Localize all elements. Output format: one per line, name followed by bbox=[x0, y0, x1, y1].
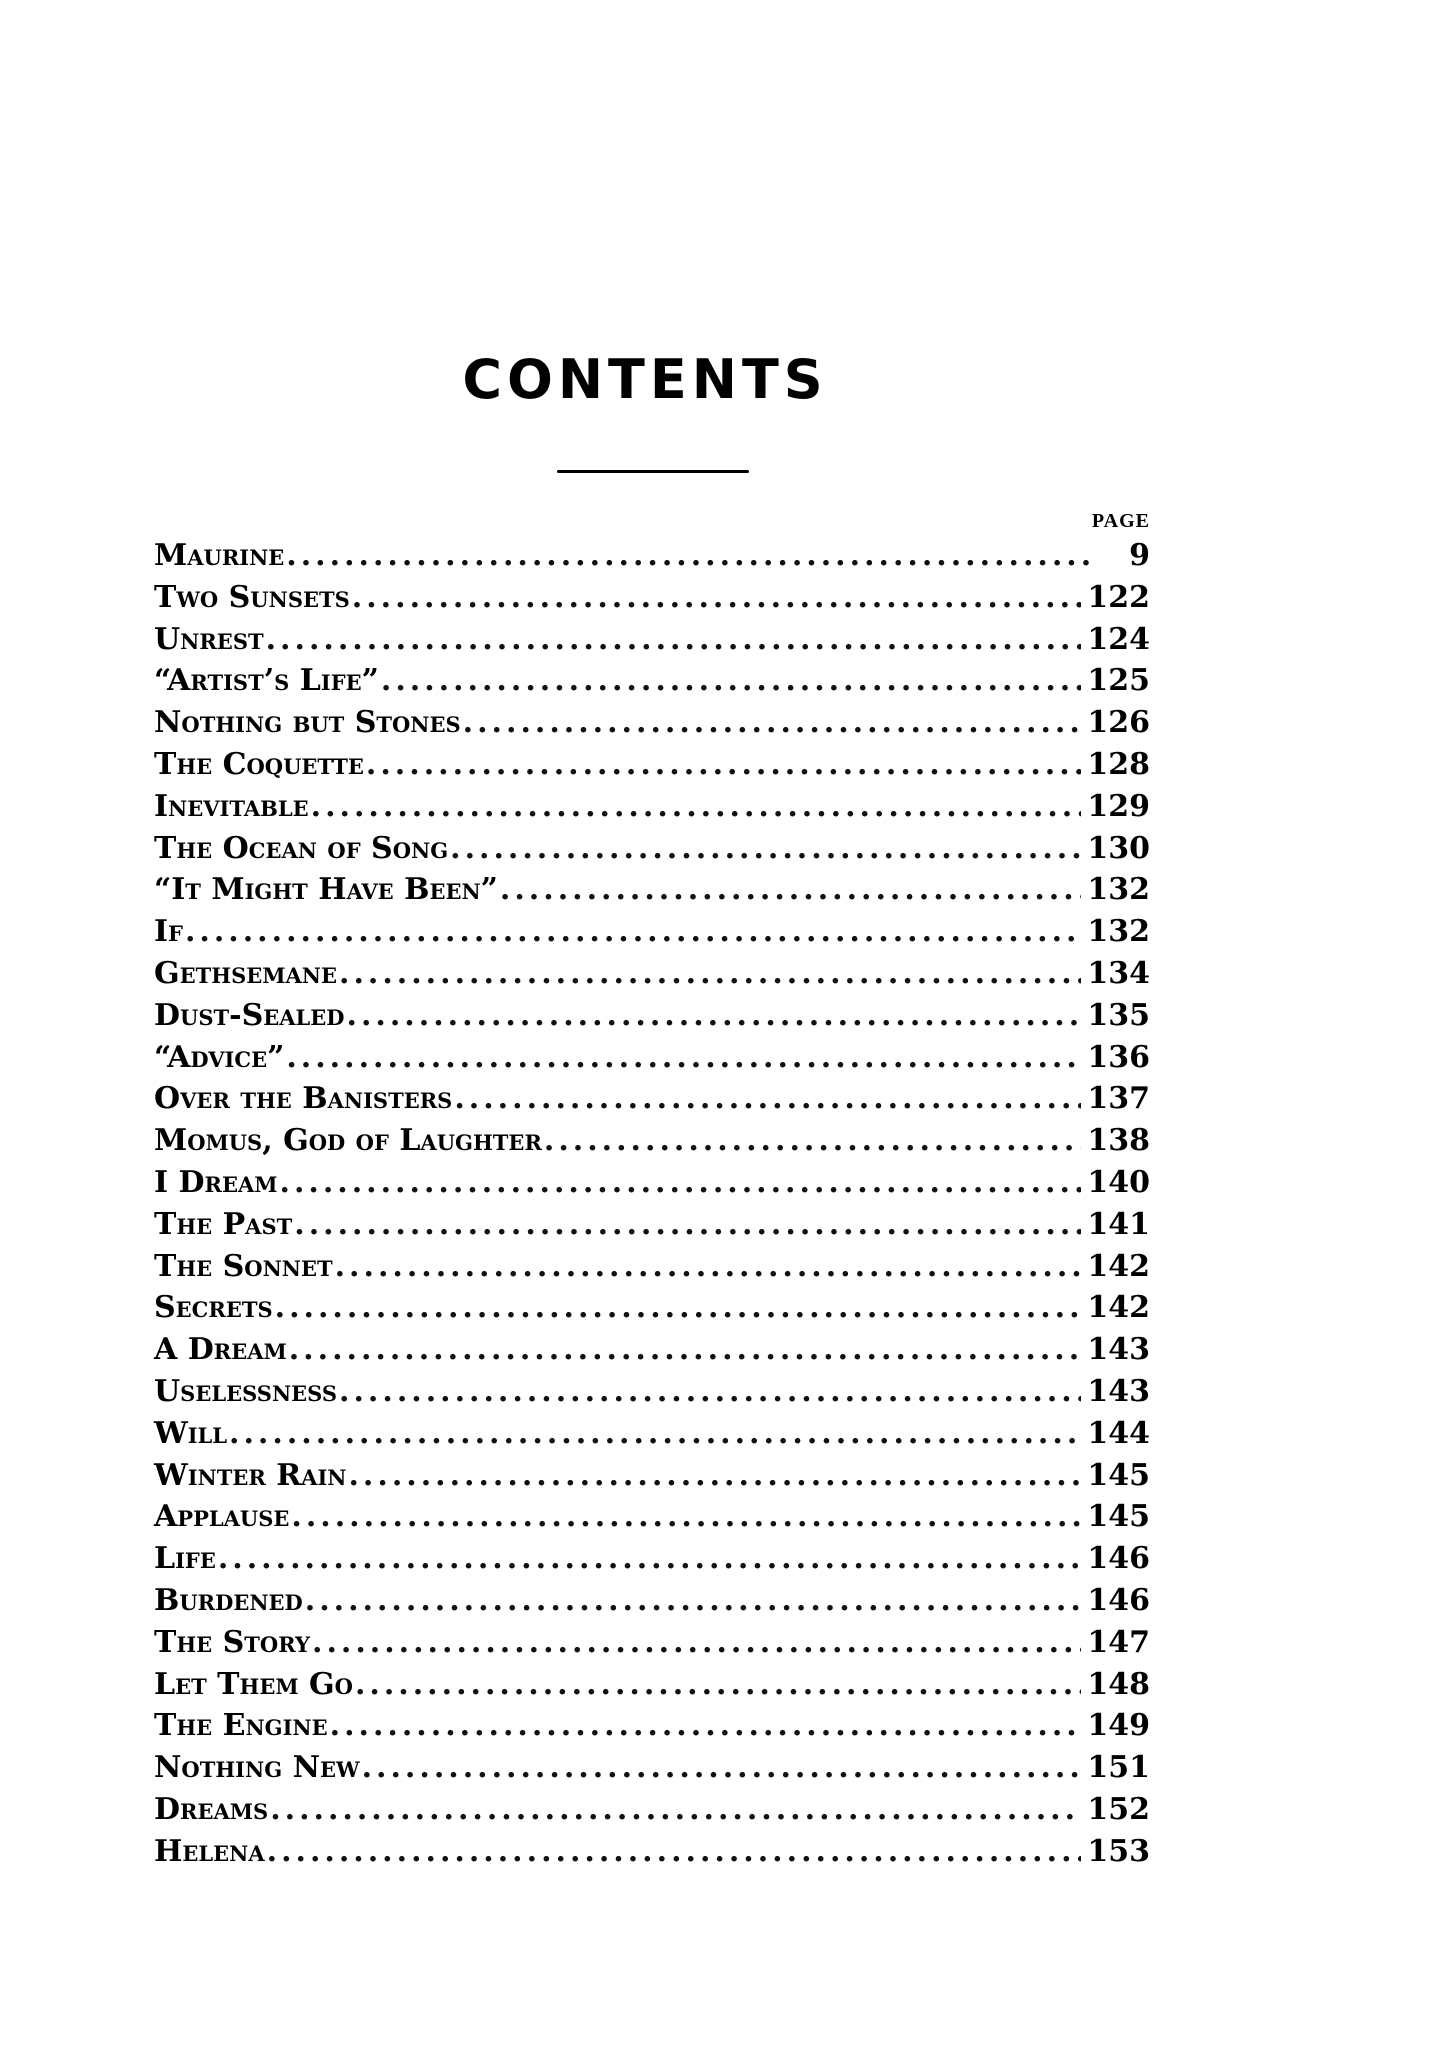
entry-title: Dreams bbox=[154, 1791, 269, 1827]
entry-title: “Advice” bbox=[154, 1039, 285, 1075]
dot-leader bbox=[311, 789, 1082, 824]
entry-page-number: 143 bbox=[1087, 1332, 1150, 1368]
entry-page-number: 145 bbox=[1087, 1457, 1150, 1493]
toc-entry bbox=[154, 1541, 1150, 1583]
entry-title: Burdened bbox=[154, 1582, 303, 1618]
dot-leader bbox=[275, 1290, 1082, 1325]
entry-page-number: 130 bbox=[1087, 830, 1150, 866]
dot-leader bbox=[267, 1834, 1082, 1869]
entry-page-number: 124 bbox=[1087, 621, 1150, 657]
entry-page-number: 132 bbox=[1087, 914, 1150, 950]
entry-title: Gethsemane bbox=[154, 955, 338, 991]
toc-entry bbox=[154, 1458, 1150, 1500]
entry-page-number: 143 bbox=[1087, 1373, 1150, 1409]
dot-leader bbox=[339, 956, 1081, 991]
dot-leader bbox=[347, 998, 1082, 1033]
toc-entry bbox=[154, 747, 1150, 789]
entry-page-number: 129 bbox=[1087, 788, 1150, 824]
entry-page-number: 136 bbox=[1087, 1039, 1150, 1075]
entry-title: Uselessness bbox=[154, 1373, 338, 1409]
toc-entry bbox=[154, 1165, 1150, 1207]
toc-entry bbox=[154, 580, 1150, 622]
page-column-label: PAGE bbox=[1091, 510, 1150, 532]
toc-entry bbox=[154, 1792, 1150, 1834]
toc-entry bbox=[154, 1583, 1150, 1625]
dot-leader bbox=[286, 1040, 1081, 1075]
entry-page-number: 142 bbox=[1087, 1248, 1150, 1284]
entry-page-number: 148 bbox=[1087, 1666, 1150, 1702]
dot-leader bbox=[305, 1583, 1082, 1618]
dot-leader bbox=[500, 872, 1081, 907]
toc-entry bbox=[154, 1207, 1150, 1249]
title-rule bbox=[557, 470, 749, 473]
entry-page-number: 147 bbox=[1087, 1624, 1150, 1660]
entry-page-number: 145 bbox=[1087, 1499, 1150, 1535]
entry-title: Over the Banisters bbox=[154, 1081, 453, 1117]
entry-page-number: 132 bbox=[1087, 872, 1150, 908]
dot-leader bbox=[450, 831, 1081, 866]
toc-entry bbox=[154, 1834, 1150, 1876]
entry-page-number: 153 bbox=[1087, 1833, 1150, 1869]
toc-entry bbox=[154, 1750, 1150, 1792]
entry-page-number: 151 bbox=[1087, 1750, 1150, 1786]
entry-page-number: 142 bbox=[1087, 1290, 1150, 1326]
entry-title: Two Sunsets bbox=[154, 579, 350, 615]
dot-leader bbox=[266, 622, 1082, 657]
entry-page-number: 149 bbox=[1087, 1708, 1150, 1744]
toc-entry bbox=[154, 1123, 1150, 1165]
toc-entry bbox=[154, 1374, 1150, 1416]
toc-entry bbox=[154, 914, 1150, 956]
entry-title: A Dream bbox=[154, 1332, 287, 1368]
entry-title: Inevitable bbox=[154, 788, 309, 824]
toc-entry bbox=[154, 1081, 1150, 1123]
dot-leader bbox=[463, 705, 1082, 740]
table-of-contents bbox=[154, 538, 1150, 1876]
entry-page-number: 126 bbox=[1087, 705, 1150, 741]
entry-page-number: 135 bbox=[1087, 997, 1150, 1033]
dot-leader bbox=[339, 1374, 1081, 1409]
toc-entry bbox=[154, 998, 1150, 1040]
toc-entry bbox=[154, 1249, 1150, 1291]
dot-leader bbox=[289, 1332, 1082, 1367]
entry-title: The Story bbox=[154, 1624, 310, 1660]
entry-page-number: 141 bbox=[1087, 1206, 1150, 1242]
entry-title: “Artist’s Life” bbox=[154, 663, 379, 699]
entry-page-number: 134 bbox=[1087, 955, 1150, 991]
dot-leader bbox=[286, 538, 1092, 573]
entry-title: Maurine bbox=[154, 538, 285, 573]
toc-entry bbox=[154, 956, 1150, 998]
toc-entry bbox=[154, 1416, 1150, 1458]
toc-entry bbox=[154, 538, 1150, 580]
toc-entry bbox=[154, 1625, 1150, 1667]
entry-page-number: 125 bbox=[1087, 663, 1150, 699]
toc-entry bbox=[154, 831, 1150, 873]
dot-leader bbox=[280, 1165, 1082, 1200]
entry-page-number: 137 bbox=[1087, 1081, 1150, 1117]
dot-leader bbox=[454, 1081, 1081, 1116]
entry-page-number: 152 bbox=[1087, 1791, 1150, 1827]
toc-entry bbox=[154, 1499, 1150, 1541]
dot-leader bbox=[348, 1458, 1081, 1493]
toc-entry bbox=[154, 622, 1150, 664]
entry-title: Winter Rain bbox=[154, 1457, 347, 1493]
dot-leader bbox=[312, 1625, 1081, 1660]
dot-leader bbox=[355, 1667, 1081, 1702]
entry-page-number: 144 bbox=[1087, 1415, 1150, 1451]
entry-page-number: 122 bbox=[1087, 579, 1150, 615]
entry-page-number: 128 bbox=[1087, 746, 1150, 782]
toc-entry bbox=[154, 1708, 1150, 1750]
entry-title: If bbox=[154, 914, 183, 950]
dot-leader bbox=[294, 1207, 1081, 1242]
dot-leader bbox=[381, 663, 1082, 698]
entry-page-number: 146 bbox=[1087, 1541, 1150, 1577]
dot-leader bbox=[362, 1750, 1082, 1785]
page-title: CONTENTS bbox=[462, 348, 828, 411]
entry-title: Momus, God of Laughter bbox=[154, 1123, 542, 1159]
toc-entry bbox=[154, 1290, 1150, 1332]
toc-entry bbox=[154, 1332, 1150, 1374]
entry-title: Secrets bbox=[154, 1290, 273, 1326]
toc-entry bbox=[154, 663, 1150, 705]
entry-title: “It Might Have Been” bbox=[154, 872, 498, 908]
entry-title: I Dream bbox=[154, 1164, 278, 1200]
entry-title: Dust-Sealed bbox=[154, 997, 345, 1033]
entry-title: Life bbox=[154, 1541, 216, 1577]
toc-entry bbox=[154, 705, 1150, 747]
dot-leader bbox=[185, 914, 1081, 949]
dot-leader bbox=[218, 1541, 1082, 1576]
toc-entry bbox=[154, 1667, 1150, 1709]
toc-entry bbox=[154, 1040, 1150, 1082]
dot-leader bbox=[544, 1123, 1081, 1158]
dot-leader bbox=[291, 1499, 1081, 1534]
entry-title: The Coquette bbox=[154, 746, 364, 782]
entry-page-number: 140 bbox=[1087, 1164, 1150, 1200]
entry-title: Helena bbox=[154, 1833, 265, 1869]
entry-title: Applause bbox=[154, 1499, 290, 1535]
entry-title: The Sonnet bbox=[154, 1248, 333, 1284]
entry-title: Unrest bbox=[154, 621, 264, 657]
toc-entry bbox=[154, 872, 1150, 914]
dot-leader bbox=[335, 1249, 1082, 1284]
entry-title: Nothing New bbox=[154, 1750, 360, 1786]
entry-title: The Past bbox=[154, 1206, 293, 1242]
entry-title: Let Them Go bbox=[154, 1666, 353, 1702]
entry-page-number: 9 bbox=[1129, 538, 1150, 573]
dot-leader bbox=[229, 1416, 1081, 1451]
dot-leader bbox=[366, 747, 1081, 782]
entry-title: Will bbox=[154, 1415, 228, 1451]
entry-page-number: 138 bbox=[1087, 1123, 1150, 1159]
dot-leader bbox=[270, 1792, 1081, 1827]
dot-leader bbox=[330, 1708, 1082, 1743]
entry-page-number: 146 bbox=[1087, 1582, 1150, 1618]
entry-title: The Ocean of Song bbox=[154, 830, 449, 866]
dot-leader bbox=[352, 580, 1082, 615]
entry-title: The Engine bbox=[154, 1708, 328, 1744]
entry-title: Nothing but Stones bbox=[154, 705, 461, 741]
toc-entry bbox=[154, 789, 1150, 831]
